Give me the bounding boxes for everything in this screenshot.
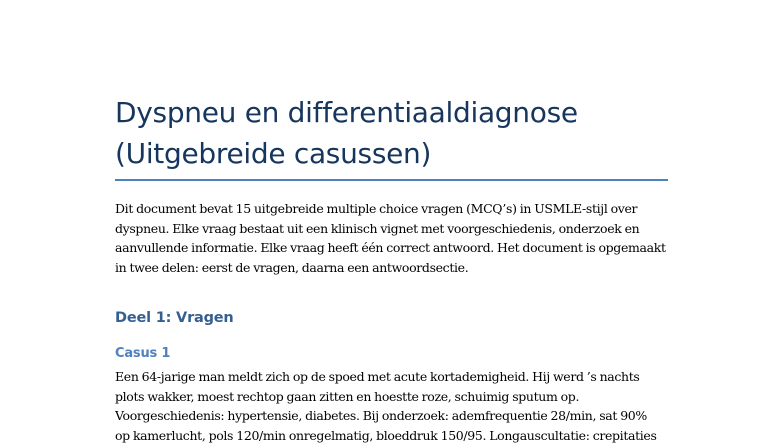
title-line-1: Dyspneu en differentiaaldiagnose <box>115 92 675 133</box>
title-underline-rule <box>115 179 668 181</box>
intro-paragraph <box>115 199 675 277</box>
case-line-1: Een 64-jarige man meldt zich op de spoed met acute kortademigheid. Hij werd ’s nachts <box>115 367 675 387</box>
intro-line-2: dyspneu. Elke vraag bestaat uit een klinisch vignet met voorgeschiedenis, onderzoek en <box>115 219 675 239</box>
title-line-2: (Uitgebreide casussen) <box>115 133 675 174</box>
intro-line-1: Dit document bevat 15 uitgebreide multiple choice vragen (MCQ’s) in USMLE-stijl over <box>115 199 675 219</box>
intro-line-3: aanvullende informatie. Elke vraag heeft één correct antwoord. Het document is opgemaakt <box>115 238 675 258</box>
document-title <box>115 92 675 174</box>
case-line-2: plots wakker, moest rechtop gaan zitten en hoestte roze, schuimig sputum op. <box>115 387 675 407</box>
section-heading: Deel 1: Vragen <box>115 308 234 328</box>
case-heading: Casus 1 <box>115 345 170 363</box>
case-line-4: op kamerlucht, pols 120/min onregelmatig, bloeddruk 150/95. Longauscultatie: crepitaties <box>115 426 675 445</box>
intro-line-4: in twee delen: eerst de vragen, daarna een antwoordsectie. <box>115 258 675 278</box>
case-line-3: Voorgeschiedenis: hypertensie, diabetes. Bij onderzoek: ademfrequentie 28/min, sat 90% <box>115 406 675 426</box>
case-paragraph <box>115 367 675 445</box>
